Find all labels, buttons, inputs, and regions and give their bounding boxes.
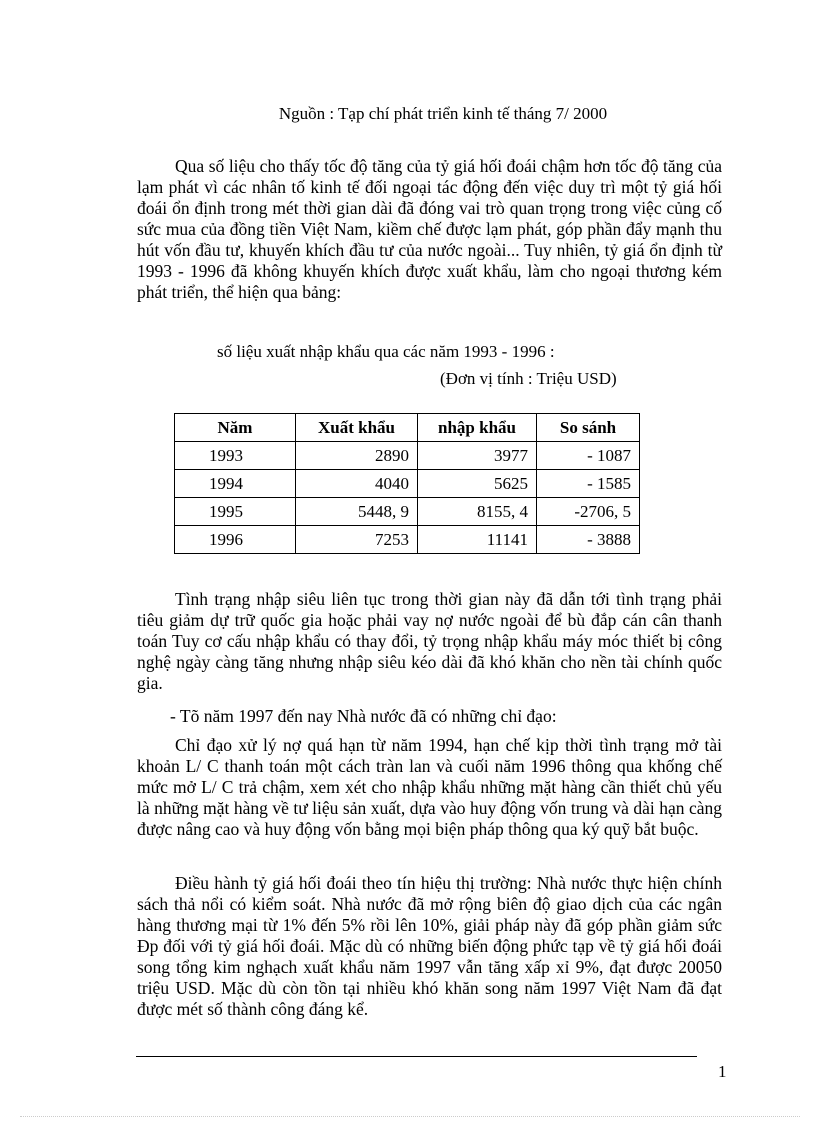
table-row [175, 470, 640, 498]
cell-import: 5625 [418, 470, 537, 498]
page-number: 1 [718, 1062, 727, 1081]
footer-rule [136, 1056, 697, 1057]
cell-year: 1994 [175, 470, 296, 498]
paragraph-exchange-rate: Qua số liệu cho thấy tốc độ tăng của tỷ giá hối đoái chậm hơn tốc độ tăng của lạm phát vì các nhân tố kinh tế đối ngoại tác động đến việc duy trì một tỷ giá hối đoái ổn định trong mét thời gian dài đã đóng vai trò quan trọng trong việc củng cố sức mua của đồng tiền Việt Nam, kiềm chế được lạm phát, góp phần đẩy mạnh thu hút vốn đầu tư, khuyến khích đầu tư của nước ngoài... Tuy nhiên, tỷ giá ổn định từ 1993 - 1996 đã không khuyến khích được xuất khẩu, làm cho ngoại thương kém phát triển, thể hiện qua bảng: [137, 156, 722, 302]
table-row [175, 442, 640, 470]
paragraph-debt-handling: Chỉ đạo xử lý nợ quá hạn từ năm 1994, hạn chế kịp thời tình trạng mở tài khoản L/ C thanh toán một cách tràn lan và cuối năm 1996 thông qua khống chế mức mở L/ C trả chậm, xem xét cho nhập khẩu những mặt hàng cần thiết chủ yếu là những mặt hàng về tư liệu sản xuất, dựa vào huy động vốn trung và dài hạn càng được nâng cao và huy động vốn bằng mọi biện pháp thông qua ký quỹ bắt buộc. [137, 735, 722, 839]
table-unit: (Đơn vị tính : Triệu USD) [440, 369, 617, 388]
cell-compare: -2706, 5 [537, 498, 640, 526]
cell-export: 7253 [296, 526, 418, 554]
cell-import: 3977 [418, 442, 537, 470]
header-compare: So sánh [537, 414, 640, 442]
trade-table [174, 413, 640, 554]
cell-year: 1993 [175, 442, 296, 470]
paragraph-trade-deficit: Tình trạng nhập siêu liên tục trong thời gian này đã dẫn tới tình trạng phải tiêu giảm dự trữ quốc gia hoặc phải vay nợ nước ngoài để bù đắp cán cân thanh toán Tuy cơ cấu nhập khẩu có thay đổi, tỷ trọng nhập khẩu máy móc thiết bị công nghệ ngày càng tăng nhưng nhập siêu kéo dài đã khó khăn cho nền tài chính quốc gia. [137, 589, 722, 693]
cell-compare: - 3888 [537, 526, 640, 554]
cell-year: 1995 [175, 498, 296, 526]
header-year: Năm [175, 414, 296, 442]
source-citation: Nguồn : Tạp chí phát triển kinh tế tháng 7/ 2000 [278, 104, 608, 123]
cell-compare: - 1585 [537, 470, 640, 498]
cell-export: 4040 [296, 470, 418, 498]
table-row [175, 498, 640, 526]
cell-year: 1996 [175, 526, 296, 554]
cell-compare: - 1087 [537, 442, 640, 470]
table-header-row [175, 414, 640, 442]
table-row [175, 526, 640, 554]
cell-export: 5448, 9 [296, 498, 418, 526]
header-import: nhập khẩu [418, 414, 537, 442]
cell-export: 2890 [296, 442, 418, 470]
paragraph-directives-intro: - Tõ năm 1997 đến nay Nhà nước đã có những chỉ đạo: [170, 706, 557, 726]
header-export: Xuất khẩu [296, 414, 418, 442]
cell-import: 11141 [418, 526, 537, 554]
table-caption: số liệu xuất nhập khẩu qua các năm 1993 - 1996 : [217, 342, 555, 361]
cell-import: 8155, 4 [418, 498, 537, 526]
page-bottom-border [20, 1116, 800, 1117]
paragraph-exchange-policy: Điều hành tỷ giá hối đoái theo tín hiệu thị trường: Nhà nước thực hiện chính sách thả nổi có kiểm soát. Nhà nước đã mở rộng biên độ giao dịch của các ngân hàng thương mại từ 1% đến 5% rồi lên 10%, giải pháp này đã góp phần giảm sức Ðp đối với tỷ giá hối đoái. Mặc dù có những biến động phức tạp về tỷ giá hối đoái song tổng kim nghạch xuất khẩu năm 1997 vẫn tăng xấp xỉ 9%, đạt được 20050 triệu USD. Mặc dù còn tồn tại nhiều khó khăn song năm 1997 Việt Nam đã đạt được mét số thành công đáng kể. [137, 873, 722, 1019]
